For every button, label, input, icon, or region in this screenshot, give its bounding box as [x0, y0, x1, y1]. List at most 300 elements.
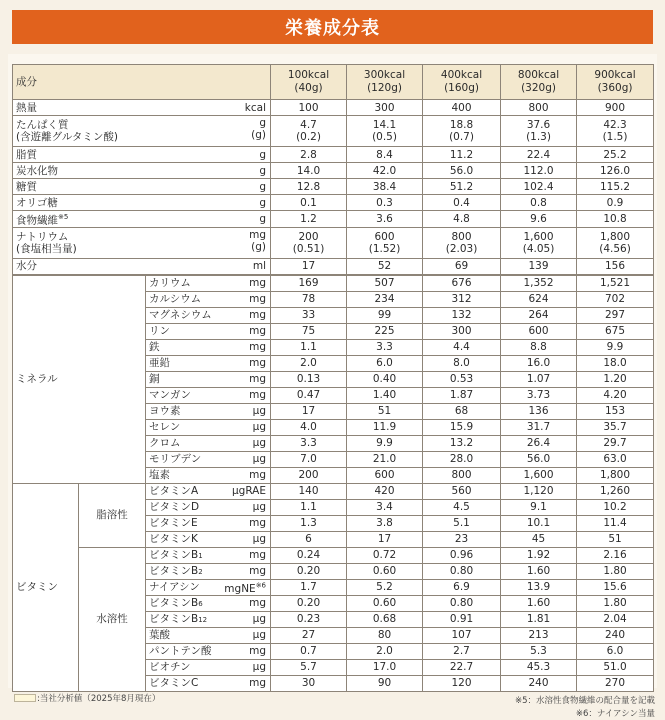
value-cell	[501, 515, 577, 531]
nutrient-unit-text: μg	[252, 533, 267, 545]
nutrient-name-text: ビタミンC	[149, 677, 199, 689]
value: 0.53	[449, 373, 474, 385]
nutrient-unit-text: g	[259, 212, 267, 225]
nutrient-unit	[249, 309, 266, 321]
value-cell	[347, 595, 423, 611]
value: 22.4	[526, 148, 551, 161]
nutrient-unit-text: g	[259, 180, 267, 193]
value-cell	[577, 451, 654, 467]
value: 1.7	[300, 581, 317, 593]
nutrient-name	[16, 181, 267, 193]
nutrient-name-text: リン	[149, 325, 170, 337]
value: 25.2	[603, 148, 627, 161]
value: 99	[377, 309, 392, 321]
value-cell	[577, 355, 654, 371]
serving-header	[423, 65, 501, 100]
value-cell	[347, 499, 423, 515]
nutrient-unit	[249, 549, 266, 561]
value: 800	[528, 101, 549, 114]
value-cell	[501, 163, 577, 179]
nutrient-unit-text: μg	[252, 629, 267, 641]
value: 4.4	[453, 341, 470, 353]
nutrient-unit-sub: (g)	[251, 129, 267, 141]
nutrient-unit-text: μg	[252, 661, 267, 673]
value: 1.87	[449, 389, 474, 401]
analysis-value-swatch	[14, 694, 36, 702]
value-cell	[423, 195, 501, 211]
value-cell	[347, 387, 423, 403]
value-cell	[271, 355, 347, 371]
value-cell	[577, 307, 654, 323]
value: 0.20	[296, 565, 321, 577]
value: 17	[301, 260, 316, 272]
nutrient-unit	[249, 325, 266, 337]
value-cell	[577, 116, 654, 147]
nutrient-name	[149, 405, 267, 417]
value: 100	[298, 101, 319, 114]
nutrient-name-text: カルシウム	[149, 293, 202, 305]
value-cell	[271, 643, 347, 659]
value-cell	[577, 163, 654, 179]
value: 8.8	[530, 341, 547, 353]
value-cell	[501, 627, 577, 643]
value-cell	[577, 211, 654, 228]
nutrient-name-cell	[146, 291, 271, 307]
value-cell	[577, 403, 654, 419]
nutrient-unit	[249, 469, 266, 481]
value: 115.2	[599, 180, 631, 193]
value: 560	[451, 485, 472, 497]
value: 23	[454, 533, 469, 545]
nutrient-name-cell	[13, 211, 271, 228]
serving-grams: (120g)	[367, 82, 402, 94]
category-mineral	[13, 275, 146, 484]
value: 0.80	[449, 565, 474, 577]
value-cell	[271, 627, 347, 643]
value: 38.4	[372, 180, 397, 193]
nutrient-name-text: ヨウ素	[149, 405, 181, 417]
value-cell	[271, 451, 347, 467]
nutrient-name-text: 脂質	[16, 148, 37, 161]
value: 300	[451, 325, 472, 337]
value: 1.81	[526, 613, 551, 625]
nutrient-name-text: 亜鉛	[149, 357, 170, 369]
value: 7.0	[300, 453, 317, 465]
value-cell	[347, 371, 423, 387]
value: 52	[377, 260, 392, 272]
value: 600	[528, 325, 549, 337]
value-cell	[423, 339, 501, 355]
nutrient-unit	[253, 613, 266, 625]
nutrient-unit-text: μg	[252, 501, 267, 513]
serving-kcal: 100kcal	[287, 69, 330, 81]
value-cell	[423, 291, 501, 307]
value: 1.2	[300, 212, 317, 225]
category-vitamin	[13, 483, 79, 691]
value-cell	[271, 195, 347, 211]
nutrient-unit	[249, 517, 266, 529]
value-cell	[423, 275, 501, 292]
nutrient-name-text: ビタミンK	[149, 533, 198, 545]
value: 156	[604, 260, 626, 272]
subcategory-label: 脂溶性	[96, 509, 128, 521]
value-cell	[577, 563, 654, 579]
value: 4.7	[300, 119, 317, 131]
nutrient-unit	[259, 181, 266, 193]
nutrient-unit-text: g	[259, 117, 267, 129]
value-cell	[271, 163, 347, 179]
nutrient-name-cell	[146, 467, 271, 483]
value: 600	[374, 469, 395, 481]
value: 297	[604, 309, 626, 321]
value-cell	[577, 387, 654, 403]
nutrient-subscript: 2	[198, 567, 203, 576]
value-cell	[501, 387, 577, 403]
value: 420	[374, 485, 395, 497]
nutrient-unit	[253, 437, 266, 449]
value-cell	[501, 547, 577, 563]
value: 75	[301, 325, 316, 337]
value-cell	[271, 595, 347, 611]
value: 6.0	[606, 645, 624, 657]
nutrient-name-text: 熱量	[16, 101, 37, 114]
value-cell	[271, 611, 347, 627]
value: 68	[454, 405, 469, 417]
nutrient-name-cell	[146, 307, 271, 323]
nutrient-unit	[259, 213, 266, 225]
value-cell	[577, 275, 654, 292]
value-cell	[501, 307, 577, 323]
value: 4.20	[603, 389, 627, 401]
value: 264	[528, 309, 549, 321]
nutrient-name-cell	[146, 579, 271, 595]
nutrient-name-text: たんぱく質	[16, 119, 69, 131]
value: 0.24	[296, 549, 321, 561]
value-cell	[423, 179, 501, 195]
value-cell	[501, 147, 577, 163]
nutrient-unit	[249, 677, 266, 689]
value-cell	[271, 179, 347, 195]
value-cell	[577, 579, 654, 595]
nutrient-unit	[224, 579, 266, 595]
nutrient-name-cell	[146, 499, 271, 515]
value: 240	[604, 629, 626, 641]
value-cell	[423, 659, 501, 675]
value: 90	[377, 677, 392, 689]
value-cell	[423, 403, 501, 419]
value: 120	[451, 677, 472, 689]
nutrient-name-cell	[146, 403, 271, 419]
value: 153	[604, 405, 626, 417]
serving-grams: (40g)	[294, 82, 323, 94]
value: 140	[298, 485, 319, 497]
value: 1,521	[599, 277, 631, 289]
nutrient-unit	[245, 102, 266, 114]
value-cell	[423, 307, 501, 323]
nutrient-unit	[249, 293, 266, 305]
value-cell	[271, 147, 347, 163]
value-cell	[347, 643, 423, 659]
value: 6.0	[376, 357, 393, 369]
value: 8.0	[453, 357, 470, 369]
nutrient-unit	[253, 629, 266, 641]
value: 2.16	[603, 549, 627, 561]
nutrient-unit-text: g	[259, 164, 267, 177]
value: 624	[528, 293, 549, 305]
value-cell	[501, 371, 577, 387]
value: 6.9	[453, 581, 470, 593]
value: 0.91	[449, 613, 474, 625]
value-cell	[577, 611, 654, 627]
nutrient-name-cell	[13, 163, 271, 179]
serving-grams: (160g)	[444, 82, 479, 94]
table-row	[13, 227, 654, 258]
value-cell	[347, 147, 423, 163]
value: 18.8	[449, 119, 474, 131]
nutrient-unit-text: kcal	[244, 101, 267, 114]
value: 2.04	[603, 613, 627, 625]
value-cell	[347, 675, 423, 691]
nutrient-unit	[249, 229, 266, 253]
nutrient-name-cell	[146, 339, 271, 355]
value: 15.6	[603, 581, 627, 593]
nutrient-unit-text: mg	[249, 293, 267, 305]
nutrient-name-text: 水分	[16, 260, 37, 272]
value: 13.9	[526, 581, 551, 593]
value: 225	[374, 325, 395, 337]
value: 56.0	[526, 453, 551, 465]
value: 5.1	[453, 517, 470, 529]
value: 1.1	[300, 501, 317, 513]
value: 1,600	[523, 230, 554, 243]
value-sub: (0.5)	[372, 131, 397, 143]
value-cell	[271, 531, 347, 547]
nutrient-name-text: カリウム	[149, 277, 191, 289]
value-cell	[347, 435, 423, 451]
nutrient-unit-sub: (g)	[251, 240, 267, 253]
nutrient-name-text: セレン	[149, 421, 181, 433]
value: 1.3	[300, 517, 317, 529]
nutrient-name-text: ビタミンE	[149, 517, 198, 529]
nutrient-name	[149, 453, 267, 465]
value-cell	[347, 275, 423, 292]
value-cell	[423, 483, 501, 499]
value-cell	[347, 179, 423, 195]
value: 69	[454, 260, 469, 272]
nutrient-name	[149, 437, 267, 449]
nutrient-unit	[249, 373, 266, 385]
value: 0.7	[300, 645, 317, 657]
value-cell	[577, 371, 654, 387]
value: 3.3	[300, 437, 317, 449]
nutrient-name-cell	[146, 563, 271, 579]
value: 200	[298, 469, 319, 481]
value: 12.8	[296, 180, 321, 193]
nutrient-name-cell	[146, 483, 271, 499]
value: 78	[301, 293, 316, 305]
value-cell	[347, 227, 423, 258]
value: 13.2	[449, 437, 474, 449]
value-cell	[347, 116, 423, 147]
value: 132	[451, 309, 472, 321]
serving-header	[347, 65, 423, 100]
value-cell	[271, 227, 347, 258]
nutrient-name-text: 塩素	[149, 469, 170, 481]
value-cell	[423, 627, 501, 643]
value-cell	[271, 387, 347, 403]
value-cell	[577, 483, 654, 499]
serving-kcal: 300kcal	[363, 69, 406, 81]
nutrient-unit-text: mg	[249, 357, 267, 369]
value: 800	[451, 230, 472, 243]
nutrient-unit	[249, 645, 266, 657]
value: 17	[301, 405, 316, 417]
value-cell	[271, 307, 347, 323]
value: 0.13	[296, 373, 321, 385]
value-cell	[423, 211, 501, 228]
nutrient-unit-text: μg	[252, 421, 267, 433]
value-sub: (1.3)	[526, 131, 551, 143]
value: 42.3	[603, 119, 627, 131]
footnote-mark: ※5	[58, 213, 69, 221]
nutrient-unit-text: μgRAE	[231, 485, 267, 497]
nutrient-name-cell	[146, 627, 271, 643]
value: 0.72	[372, 549, 397, 561]
table-row	[13, 195, 654, 211]
value: 2.0	[376, 645, 393, 657]
value: 0.40	[372, 373, 397, 385]
value: 10.2	[603, 501, 627, 513]
value: 1.92	[526, 549, 551, 561]
value-cell	[501, 275, 577, 292]
value: 2.8	[300, 148, 317, 161]
nutrient-unit	[249, 357, 266, 369]
nutrient-unit-text: mg	[249, 645, 267, 657]
nutrient-unit	[259, 149, 266, 161]
nutrient-name-cell	[146, 387, 271, 403]
nutrient-unit-text: mg	[249, 549, 267, 561]
value: 1,260	[599, 485, 631, 497]
nutrient-name-cell	[13, 179, 271, 195]
value: 30	[301, 677, 316, 689]
value: 102.4	[523, 180, 554, 193]
value-cell	[271, 467, 347, 483]
value-cell	[271, 483, 347, 499]
value: 8.4	[376, 148, 393, 161]
value-cell	[501, 195, 577, 211]
value: 45	[531, 533, 546, 545]
serving-kcal: 900kcal	[594, 69, 636, 81]
value-cell	[577, 227, 654, 258]
value: 1,600	[523, 469, 554, 481]
value: 1,352	[523, 277, 554, 289]
value: 51.2	[449, 180, 474, 193]
nutrient-unit	[253, 533, 266, 545]
value-sub: (0.2)	[296, 131, 321, 143]
value: 33	[301, 309, 316, 321]
value-cell	[271, 323, 347, 339]
nutrient-unit-text: μg	[252, 453, 267, 465]
nutrient-name-text: モリブデン	[149, 453, 202, 465]
value-cell	[501, 467, 577, 483]
nutrition-table	[12, 64, 654, 692]
value: 3.73	[526, 389, 551, 401]
nutrient-name-cell	[146, 643, 271, 659]
value-cell	[347, 419, 423, 435]
value-cell	[577, 323, 654, 339]
value-cell	[347, 211, 423, 228]
nutrient-name-text: 炭水化物	[16, 164, 58, 177]
serving-grams: (320g)	[521, 82, 556, 94]
nutrient-name	[149, 613, 267, 626]
nutrient-unit-text: mg	[249, 677, 267, 689]
nutrient-name	[16, 211, 267, 227]
value-sub: (2.03)	[445, 242, 478, 255]
value-cell	[271, 116, 347, 147]
value: 3.6	[376, 212, 393, 225]
value-cell	[423, 451, 501, 467]
value-cell	[347, 403, 423, 419]
nutrient-name-text: マンガン	[149, 389, 191, 401]
table-row	[13, 147, 654, 163]
nutrient-name-text: ビタミンB	[149, 596, 199, 609]
nutrient-name-text: 食物繊維	[16, 214, 58, 227]
value-cell	[423, 163, 501, 179]
value-cell	[501, 227, 577, 258]
value-cell	[501, 116, 577, 147]
nutrient-name-cell	[13, 195, 271, 211]
nutrient-name	[149, 629, 267, 641]
value-cell	[347, 659, 423, 675]
value: 107	[451, 629, 472, 641]
value-cell	[423, 579, 501, 595]
value-cell	[577, 627, 654, 643]
serving-header	[501, 65, 577, 100]
nutrient-name-cell	[146, 451, 271, 467]
nutrient-name	[149, 661, 267, 673]
value-cell	[347, 291, 423, 307]
value-cell	[501, 659, 577, 675]
value: 3.4	[376, 501, 393, 513]
nutrient-name-sub: (食塩相当量)	[16, 242, 77, 255]
serving-header	[577, 65, 654, 100]
value: 0.68	[372, 613, 397, 625]
value-cell	[271, 579, 347, 595]
nutrient-unit	[251, 117, 266, 141]
nutrient-unit	[232, 485, 266, 497]
table-row	[13, 211, 654, 228]
nutrient-name-cell	[13, 227, 271, 258]
nutrient-name	[16, 102, 267, 114]
value-cell	[423, 258, 501, 275]
value: 22.7	[449, 661, 474, 673]
nutrient-name-text: 鉄	[149, 341, 160, 353]
value: 4.0	[300, 421, 317, 433]
table-row	[13, 258, 654, 275]
nutrient-name-text: 銅	[149, 373, 160, 385]
value: 4.5	[453, 501, 470, 513]
value: 1.60	[526, 597, 551, 609]
value: 14.1	[372, 119, 397, 131]
nutrient-unit	[249, 597, 266, 609]
value-cell	[271, 675, 347, 691]
value-cell	[271, 258, 347, 275]
nutrient-name-text: ビオチン	[149, 661, 191, 673]
nutrient-name-cell	[146, 659, 271, 675]
table-row	[13, 275, 654, 292]
serving-kcal: 800kcal	[517, 69, 560, 81]
header-row	[13, 65, 654, 100]
